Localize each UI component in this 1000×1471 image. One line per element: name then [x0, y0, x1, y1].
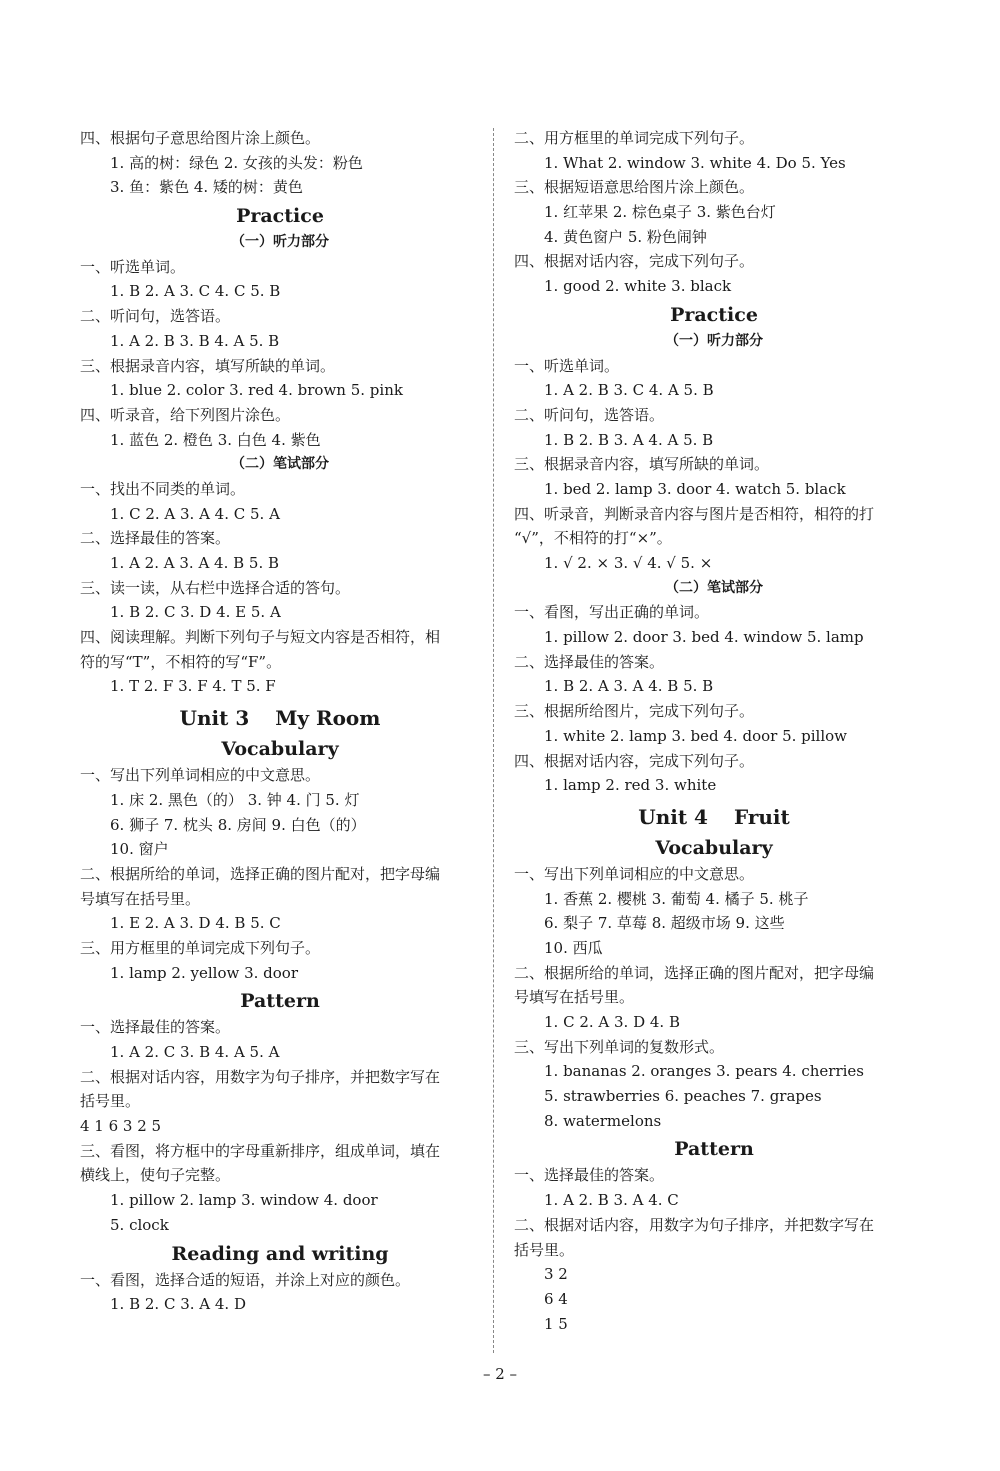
question-line: 四、根据对话内容，完成下列句子。	[514, 751, 755, 770]
question-line: 一、选择最佳的答案。	[514, 1166, 665, 1185]
answer-line: 1. blue 2. color 3. red 4. brown 5. pink	[110, 381, 403, 400]
answer-line: 1. A 2. B 3. B 4. A 5. B	[110, 331, 280, 350]
question-line: 号填写在括号里。	[514, 988, 635, 1007]
section-heading: Reading and writing	[171, 1242, 389, 1265]
section-heading: Vocabulary	[221, 738, 339, 761]
answer-line: 1. A 2. A 3. A 4. B 5. B	[110, 554, 280, 572]
question-line: 一、写出下列单词相应的中文意思。	[80, 766, 321, 785]
question-line: 一、看图，写出正确的单词。	[514, 603, 710, 622]
question-line: 一、听选单词。	[80, 257, 186, 276]
question-line: 三、根据所给图片，完成下列句子。	[514, 702, 755, 721]
question-line: 4 1 6 3 2 5	[80, 1117, 162, 1136]
question-line: 二、选择最佳的答案。	[80, 529, 231, 548]
answer-line: 5. clock	[110, 1215, 169, 1234]
answer-line: 1. bananas 2. oranges 3. pears 4. cherries	[544, 1062, 864, 1081]
answer-line: 1. B 2. B 3. A 4. A 5. B	[544, 430, 714, 449]
answer-line: 6. 狮子 7. 枕头 8. 房间 9. 白色（的）	[110, 815, 366, 834]
answer-line: 1 5	[544, 1314, 568, 1333]
answer-line: 1. B 2. A 3. C 4. C 5. B	[110, 282, 281, 301]
question-line: 一、写出下列单词相应的中文意思。	[514, 864, 755, 883]
answer-line: 1. 红苹果 2. 棕色桌子 3. 紫色台灯	[544, 203, 776, 222]
section-heading: Pattern	[674, 1138, 754, 1161]
question-line: 四、阅读理解。判断下列句子与短文内容是否相符，相	[80, 628, 441, 647]
answer-line: 1. lamp 2. yellow 3. door	[110, 963, 298, 982]
unit-title: Fruit	[733, 804, 790, 829]
right-column	[514, 126, 914, 1336]
left-column	[80, 126, 480, 1317]
answer-line: 1. B 2. A 3. A 4. B 5. B	[544, 677, 714, 696]
subsection-heading: （二）笔试部分	[665, 579, 763, 596]
question-line: 一、看图，选择合适的短语，并涂上对应的颜色。	[80, 1270, 411, 1289]
answer-line: 1. 香蕉 2. 樱桃 3. 葡萄 4. 橘子 5. 桃子	[544, 889, 809, 908]
answer-line: 5. strawberries 6. peaches 7. grapes	[544, 1087, 822, 1106]
answer-line: 6. 梨子 7. 草莓 8. 超级市场 9. 这些	[544, 914, 785, 933]
question-line: 二、听问句，选答语。	[80, 307, 231, 326]
answer-line: 1. A 2. B 3. C 4. A 5. B	[544, 381, 714, 400]
column-divider	[493, 128, 494, 1353]
question-line: 横线上，使句子完整。	[80, 1166, 231, 1185]
answer-line: 1. E 2. A 3. D 4. B 5. C	[110, 914, 281, 933]
answer-line: 1. √ 2. × 3. √ 4. √ 5. ×	[544, 554, 713, 572]
answer-line: 6 4	[544, 1289, 568, 1308]
answer-line: 1. white 2. lamp 3. bed 4. door 5. pillow	[544, 726, 848, 745]
question-line: 号填写在括号里。	[80, 889, 201, 908]
question-line: 四、根据句子意思给图片涂上颜色。	[80, 129, 321, 147]
question-line: “√”，不相符的打“×”。	[514, 529, 672, 548]
page-number: – 2 –	[482, 1365, 518, 1383]
answer-line: 1. B 2. C 3. A 4. D	[110, 1295, 246, 1314]
answer-line: 1. 高的树：绿色 2. 女孩的头发：粉色	[110, 153, 363, 172]
question-line: 一、找出不同类的单词。	[80, 479, 246, 498]
question-line: 二、根据对话内容，用数字为句子排序，并把数字写在	[80, 1067, 441, 1086]
unit-title: My Room	[275, 706, 381, 731]
answer-line: 4. 黄色窗户 5. 粉色闹钟	[544, 227, 707, 246]
question-line: 三、读一读，从右栏中选择合适的答句。	[80, 578, 351, 597]
answer-line: 1. C 2. A 3. D 4. B	[544, 1013, 680, 1031]
question-line: 一、选择最佳的答案。	[80, 1018, 231, 1037]
question-line: 三、根据录音内容，填写所缺的单词。	[514, 455, 770, 474]
question-line: 三、看图，将方框中的字母重新排序，组成单词，填在	[80, 1141, 441, 1160]
question-line: 三、用方框里的单词完成下列句子。	[80, 938, 321, 957]
answer-line: 1. C 2. A 3. A 4. C 5. A	[110, 504, 280, 523]
question-line: 二、选择最佳的答案。	[514, 652, 665, 671]
question-line: 三、写出下列单词的复数形式。	[514, 1037, 725, 1056]
answer-line: 1. pillow 2. lamp 3. window 4. door	[110, 1191, 378, 1210]
question-line: 二、根据所给的单词，选择正确的图片配对，把字母编	[80, 864, 441, 883]
answer-line: 8. watermelons	[544, 1111, 662, 1130]
subsection-heading: （一）听力部分	[665, 332, 763, 349]
section-heading: Pattern	[240, 990, 320, 1013]
answer-line: 1. A 2. C 3. B 4. A 5. A	[110, 1043, 280, 1061]
answer-line: 1. good 2. white 3. black	[544, 277, 732, 296]
question-line: 三、根据录音内容，填写所缺的单词。	[80, 356, 336, 375]
answer-line: 1. T 2. F 3. F 4. T 5. F	[110, 677, 276, 696]
unit-number: Unit 4	[638, 804, 708, 829]
unit-heading	[80, 699, 480, 733]
answer-line: 1. 蓝色 2. 橙色 3. 白色 4. 紫色	[110, 430, 321, 449]
answer-line: 1. pillow 2. door 3. bed 4. window 5. lamp	[544, 628, 864, 647]
unit-number: Unit 3	[179, 706, 250, 731]
subsection-heading: （二）笔试部分	[231, 456, 329, 473]
subsection-heading: （一）听力部分	[231, 234, 329, 251]
question-line: 括号里。	[80, 1092, 141, 1111]
question-line: 括号里。	[514, 1240, 575, 1259]
answer-line: 1. 床 2. 黑色（的） 3. 钟 4. 门 5. 灯	[110, 790, 360, 809]
question-line: 二、根据所给的单词，选择正确的图片配对，把字母编	[514, 963, 875, 982]
question-line: 二、根据对话内容，用数字为句子排序，并把数字写在	[514, 1215, 875, 1234]
answer-line: 1. B 2. C 3. D 4. E 5. A	[110, 603, 281, 622]
answer-line: 3 2	[544, 1265, 568, 1284]
question-line: 二、听问句，选答语。	[514, 405, 665, 424]
question-line: 符的写“T”，不相符的写“F”。	[80, 652, 282, 671]
question-line: 四、根据对话内容，完成下列句子。	[514, 252, 755, 271]
section-heading: Practice	[236, 205, 324, 228]
answer-line: 1. bed 2. lamp 3. door 4. watch 5. black	[544, 479, 846, 498]
question-line: 四、听录音，判断录音内容与图片是否相符，相符的打	[514, 504, 875, 523]
answer-line: 1. lamp 2. red 3. white	[544, 776, 717, 795]
section-heading: Vocabulary	[655, 836, 773, 859]
unit-heading	[514, 798, 914, 832]
answer-line: 1. What 2. window 3. white 4. Do 5. Yes	[544, 153, 846, 172]
answer-line: 1. A 2. B 3. A 4. C	[544, 1191, 679, 1210]
question-line: 三、根据短语意思给图片涂上颜色。	[514, 178, 755, 197]
answer-line: 3. 鱼：紫色 4. 矮的树：黄色	[110, 178, 303, 197]
answer-line: 10. 西瓜	[544, 938, 603, 957]
question-line: 四、听录音，给下列图片涂色。	[80, 405, 291, 424]
section-heading: Practice	[670, 303, 758, 326]
question-line: 一、听选单词。	[514, 356, 620, 375]
answer-line: 10. 窗户	[110, 840, 169, 859]
question-line: 二、用方框里的单词完成下列句子。	[514, 129, 755, 147]
